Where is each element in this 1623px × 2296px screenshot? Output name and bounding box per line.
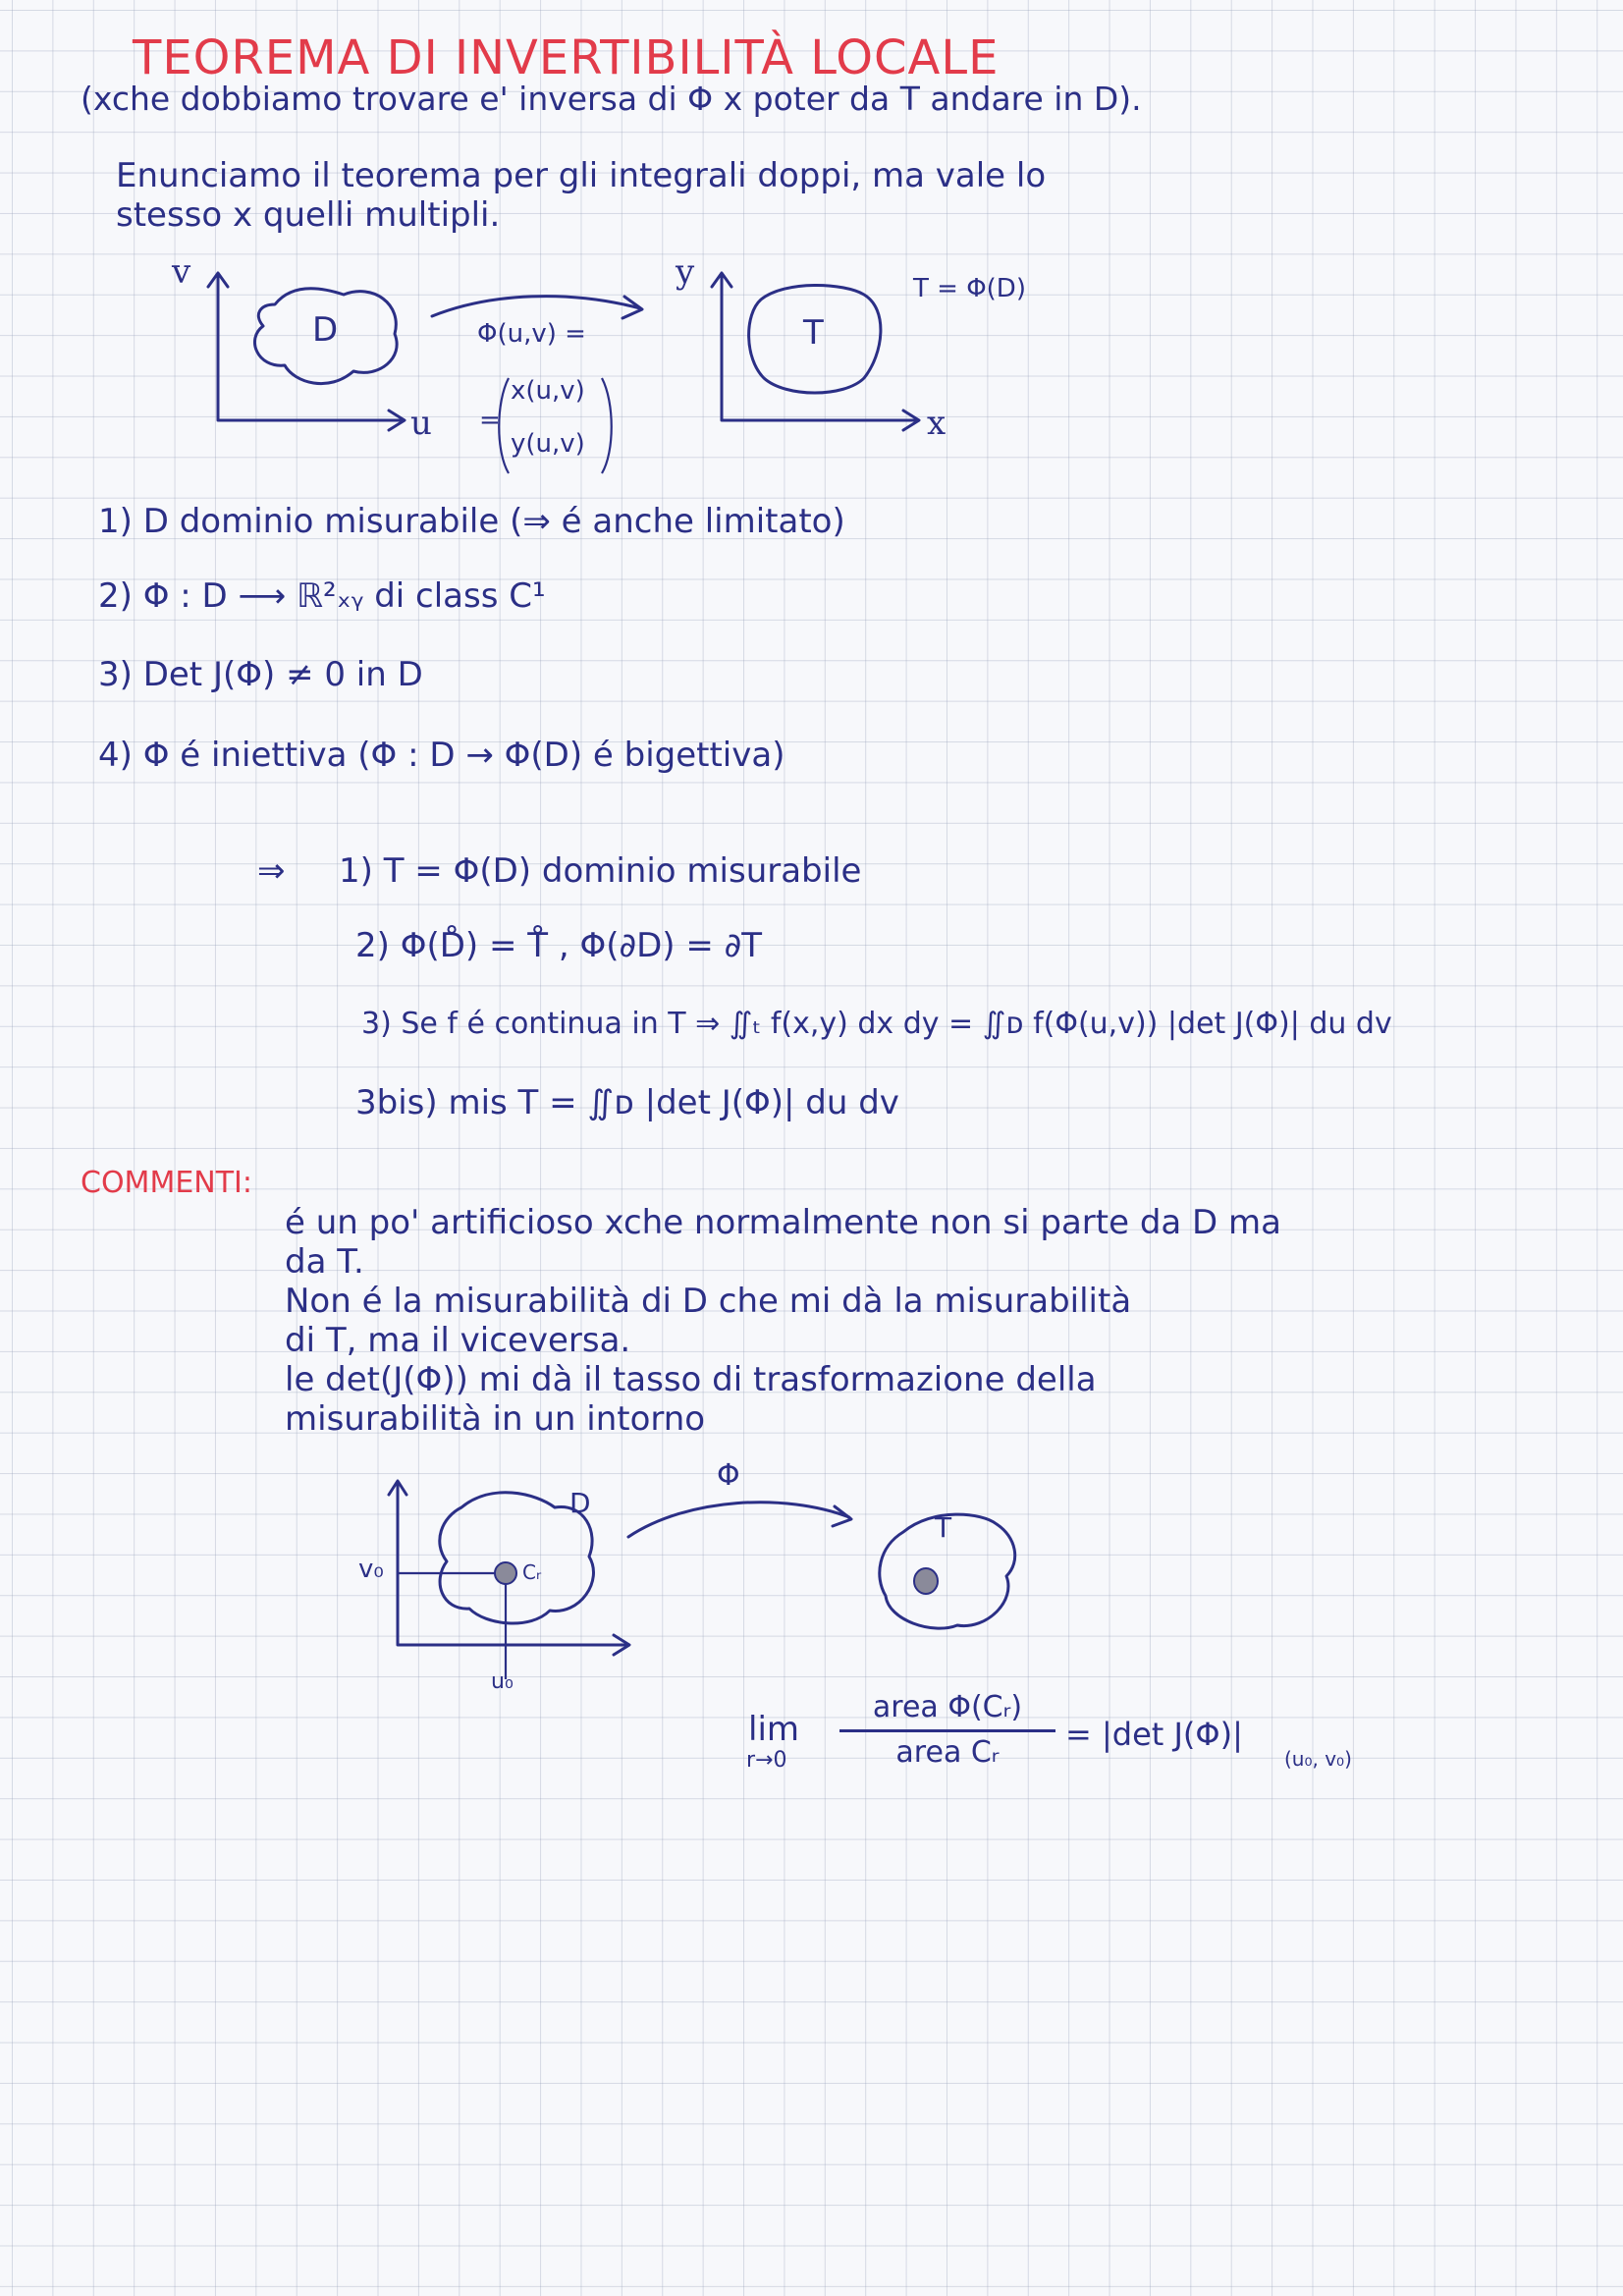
phi-arrow bbox=[628, 1503, 849, 1537]
vector-equal-sign: = bbox=[479, 406, 501, 435]
vector-top: x(u,v) bbox=[511, 376, 585, 406]
comment-line-3: Non é la misurabilità di D che mi dà la misurabilità bbox=[285, 1282, 1132, 1321]
limit-subscript: r→0 bbox=[746, 1748, 787, 1773]
page-title: TEOREMA DI INVERTIBILITÀ LOCALE bbox=[133, 30, 1000, 85]
limit-fraction bbox=[839, 1691, 1055, 1770]
thesis-1: 1) T = Φ(D) dominio misurabile bbox=[339, 851, 862, 891]
u0-label: u₀ bbox=[491, 1669, 514, 1694]
diagram-local-area bbox=[0, 1463, 1623, 1719]
comment-line-5: le det(J(Φ)) mi dà il tasso di trasformazione della bbox=[285, 1360, 1097, 1399]
phi-arrow-head bbox=[833, 1506, 851, 1526]
image-ball bbox=[914, 1568, 938, 1594]
limit-numerator: area Φ(Cᵣ) bbox=[872, 1690, 1023, 1724]
map-label: Φ(u,v) = bbox=[477, 319, 586, 349]
hypothesis-2: 2) Φ : D ⟶ ℝ²ₓᵧ di class C¹ bbox=[98, 576, 546, 616]
hypothesis-3: 3) Det J(Φ) ≠ 0 in D bbox=[98, 655, 423, 694]
comment-line-2: da T. bbox=[285, 1242, 364, 1282]
thesis-3bis: 3bis) mis T = ∬ᴅ |det J(Φ)| du dv bbox=[355, 1083, 899, 1122]
region-D2-label: D bbox=[569, 1487, 591, 1519]
axis-u-label: u bbox=[410, 404, 432, 443]
fraction-bar bbox=[839, 1729, 1055, 1732]
ball-Cr bbox=[495, 1562, 516, 1584]
v0-label: v₀ bbox=[358, 1555, 384, 1584]
intro-line-1: Enunciamo il teorema per gli integrali doppi, ma vale lo bbox=[116, 156, 1047, 195]
limit-rhs: = |det J(Φ)| bbox=[1065, 1716, 1243, 1753]
region-T2-label: T bbox=[935, 1511, 952, 1544]
thesis-2: 2) Φ(D̊) = T̊ , Φ(∂D) = ∂T bbox=[355, 926, 762, 965]
limit-eval-point: (u₀, v₀) bbox=[1284, 1747, 1352, 1771]
vector-bracket-right bbox=[602, 378, 612, 473]
comment-line-4: di T, ma il viceversa. bbox=[285, 1321, 631, 1360]
implies-arrow: ⇒ bbox=[257, 851, 286, 891]
phi-map-label: Φ bbox=[717, 1458, 740, 1493]
vector-bottom: y(u,v) bbox=[511, 429, 585, 459]
hypothesis-1: 1) D dominio misurabile (⇒ é anche limitato) bbox=[98, 502, 845, 541]
subtitle-note: (xche dobbiamo trovare e' inversa di Φ x poter da T andare in D). bbox=[81, 80, 1142, 118]
ball-label: Cᵣ bbox=[522, 1560, 542, 1584]
region-T-label: T bbox=[803, 313, 824, 353]
hypothesis-4: 4) Φ é iniettiva (Φ : D → Φ(D) é bigettiva) bbox=[98, 736, 785, 775]
axis-y-label: y bbox=[676, 252, 695, 292]
comment-line-6: misurabilità in un intorno bbox=[285, 1399, 706, 1439]
axis-v-label: v bbox=[172, 252, 191, 292]
axis-x-label: x bbox=[927, 404, 947, 443]
limit-denominator: area Cᵣ bbox=[895, 1734, 1000, 1770]
limit-lim: lim bbox=[748, 1710, 800, 1749]
uv-axes bbox=[218, 275, 403, 420]
intro-line-2: stesso x quelli multipli. bbox=[116, 195, 501, 235]
image-equation: T = Φ(D) bbox=[913, 274, 1026, 303]
region-D-label: D bbox=[312, 310, 339, 350]
comment-line-1: é un po' artificioso xche normalmente non si parte da D ma bbox=[285, 1203, 1282, 1242]
thesis-3: 3) Se f é continua in T ⇒ ∬ₜ f(x,y) dx dy = ∬ᴅ f(Φ(u,v)) |det J(Φ)| du dv bbox=[361, 1007, 1392, 1041]
comments-label: COMMENTI: bbox=[81, 1166, 253, 1200]
mapping-arrow bbox=[432, 297, 640, 316]
